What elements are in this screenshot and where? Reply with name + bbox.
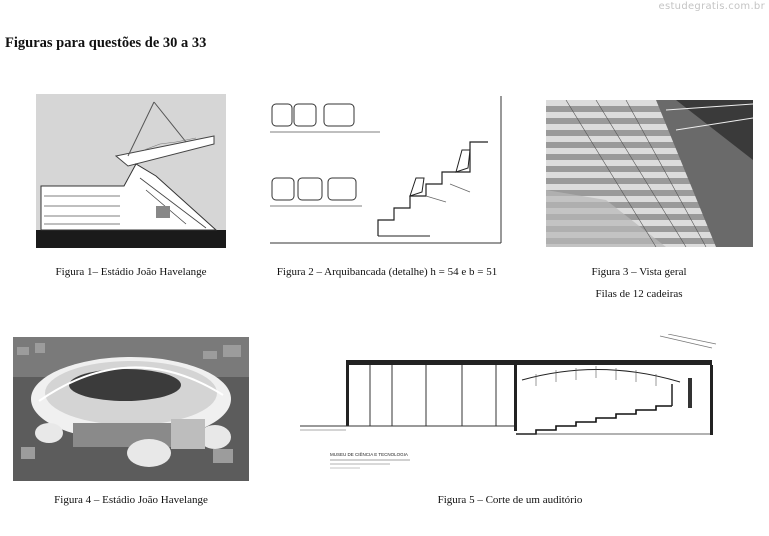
figure-3-caption-rows: Filas de 12 cadeiras [595, 288, 683, 300]
figure-4-stadium-aerial-photo [13, 337, 249, 481]
figure-3-seats-photo [546, 100, 753, 247]
figure-4-caption: Figura 4 – Estádio João Havelange [54, 494, 208, 506]
figure-5-caption: Figura 5 – Corte de um auditório [437, 494, 583, 506]
figure-5-auditorium-section [300, 334, 720, 482]
figure-5-drawing-label: MUSEU DE CIÊNCIA E TECNOLOGIA [330, 452, 408, 457]
watermark: estudegratis.com.br [658, 1, 765, 12]
figure-1-stadium-section [36, 94, 226, 248]
figure-2-seating-detail [270, 96, 502, 244]
figure-2-caption: Figura 2 – Arquibancada (detalhe) h = 54 e b = 51 [276, 266, 498, 278]
figure-3-caption: Figura 3 – Vista geral [591, 266, 687, 278]
page-title: Figuras para questões de 30 a 33 [5, 35, 207, 51]
figure-1-caption: Figura 1– Estádio João Havelange [55, 266, 207, 278]
